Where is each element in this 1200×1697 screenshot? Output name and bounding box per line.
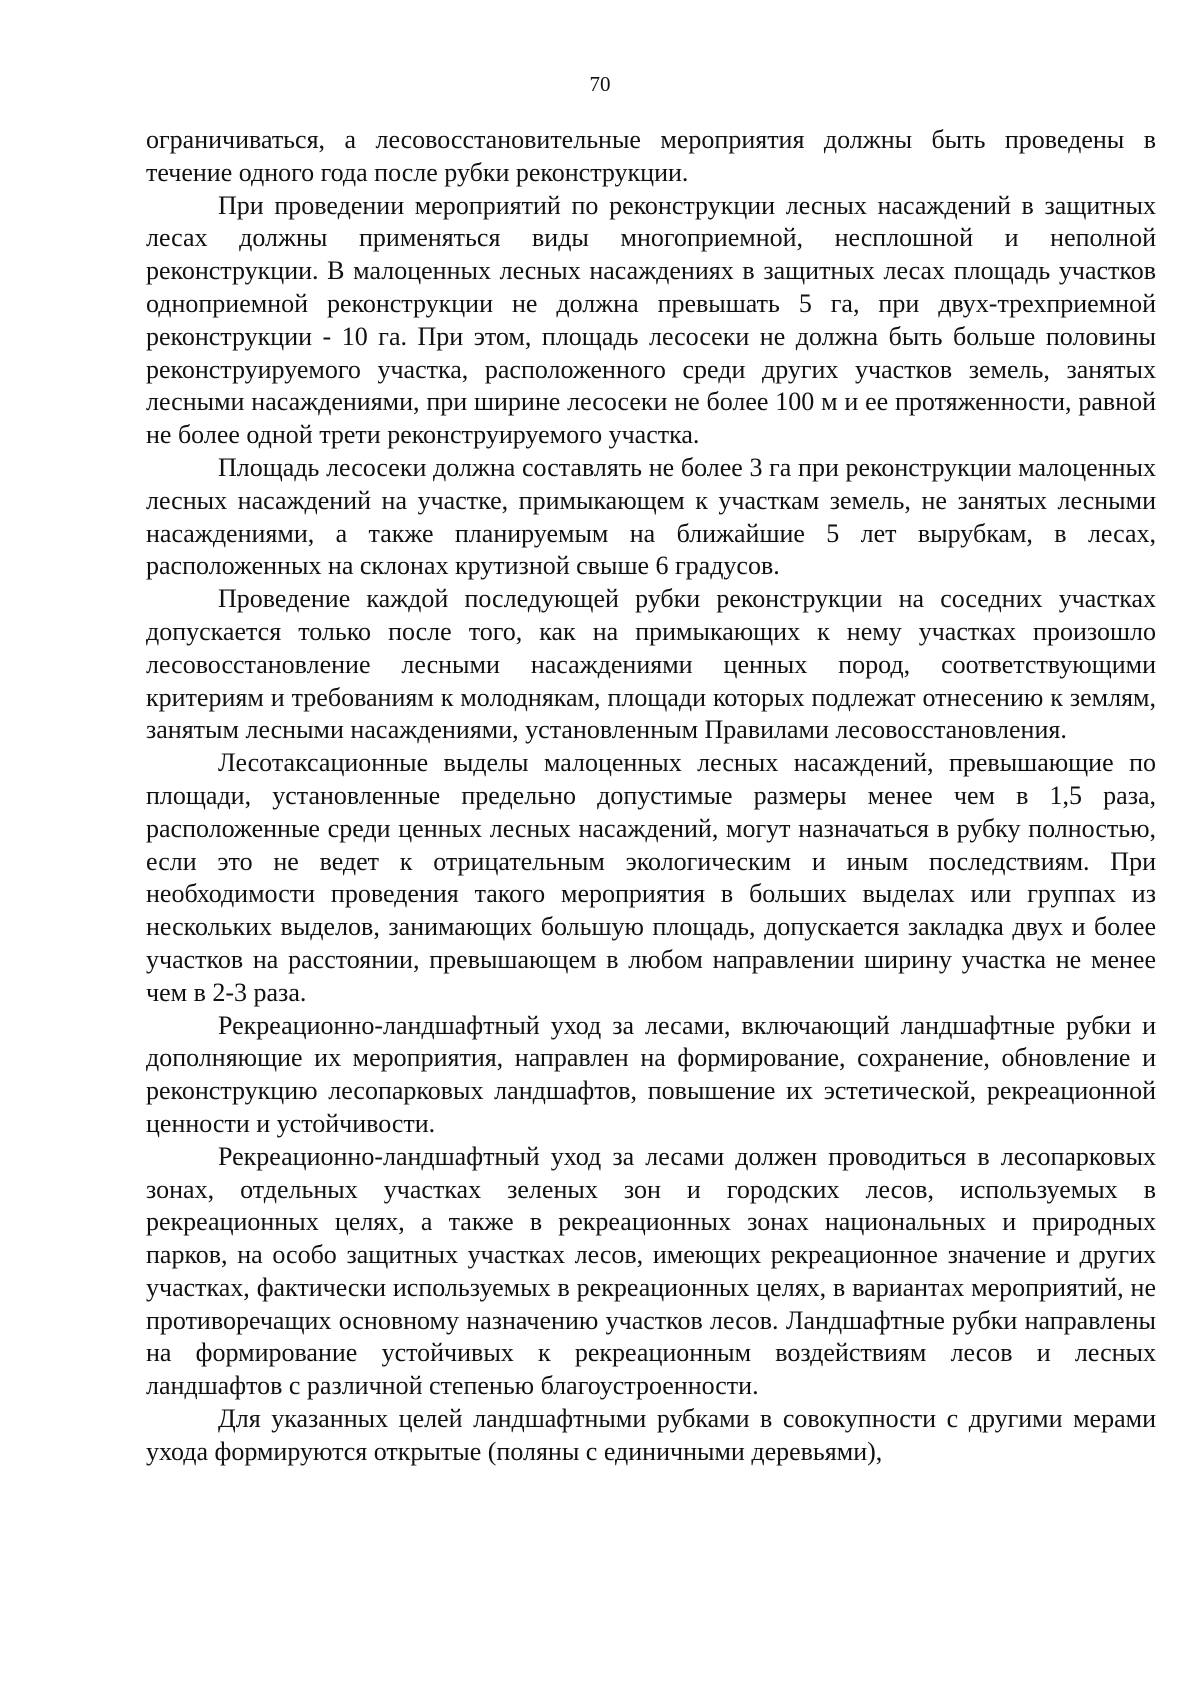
paragraph: Площадь лесосеки должна составлять не более 3 га при реконструкции малоценных лесных насаждений на участке, примыкающем к участкам земель, не занятых лесными насаждениями, а также планируемым на ближайшие 5 лет вырубкам, в лесах, расположенных на склонах крутизной свыше 6 градусов. bbox=[146, 452, 1156, 581]
paragraph-continuation: ограничиваться, а лесовосстановительные мероприятия должны быть проведены в течение одного года после рубки реконструкции. bbox=[146, 125, 1156, 187]
page-number: 70 bbox=[589, 72, 611, 96]
paragraph: Рекреационно-ландшафтный уход за лесами должен проводиться в лесопарковых зонах, отдельных участках зеленых зон и городских лесов, используемых в рекреационных целях, а также в рекреационных зонах национальных и природных парков, на особо защитных участках лесов, имеющих рекреационное значение и других участках, фактически используемых в рекреационных целях, в вариантах мероприятий, не противоречащих основному назначению участков лесов. Ландшафтные рубки направлены на формирование устойчивых к рекреационным воздействиям лесов и лесных ландшафтов с различной степенью благоустроенности. bbox=[146, 1141, 1156, 1401]
paragraph: Проведение каждой последующей рубки реконструкции на соседних участках допускается только после того, как на примыкающих к нему участках произошло лесовосстановление лесными насаждениями ценных пород, соответствующими критериям и требованиям к молоднякам, площади которых подлежат отнесению к землям, занятым лесными насаждениями, установленным Правилами лесовосстановления. bbox=[146, 584, 1156, 745]
document-body bbox=[146, 124, 1156, 1469]
paragraph: При проведении мероприятий по реконструкции лесных насаждений в защитных лесах должны применяться виды многоприемной, несплошной и неполной реконструкции. В малоценных лесных насаждениях в защитных лесах площадь участков одноприемной реконструкции не должна превышать 5 га, при двух-трехприемной реконструкции - 10 га. При этом, площадь лесосеки не должна быть больше половины реконструируемого участка, расположенного среди других участков земель, занятых лесными насаждениями, при ширине лесосеки не более 100 м и ее протяженности, равной не более одной трети реконструируемого участка. bbox=[146, 190, 1156, 450]
paragraph: Рекреационно-ландшафтный уход за лесами, включающий ландшафтные рубки и дополняющие их мероприятия, направлен на формирование, сохранение, обновление и реконструкцию лесопарковых ландшафтов, повышение их эстетической, рекреационной ценности и устойчивости. bbox=[146, 1010, 1156, 1138]
paragraph: Для указанных целей ландшафтными рубками в совокупности с другими мерами ухода формируются открытые (поляны с единичными деревьями), bbox=[146, 1404, 1156, 1466]
paragraph: Лесотаксационные выделы малоценных лесных насаждений, превышающие по площади, установленные предельно допустимые размеры менее чем в 1,5 раза, расположенные среди ценных лесных насаждений, могут назначаться в рубку полностью, если это не ведет к отрицательным экологическим и иным последствиям. При необходимости проведения такого мероприятия в больших выделах или группах из нескольких выделов, занимающих большую площадь, допускается закладка двух и более участков на расстоянии, превышающем в любом направлении ширину участка не менее чем в 2-3 раза. bbox=[146, 748, 1156, 1007]
